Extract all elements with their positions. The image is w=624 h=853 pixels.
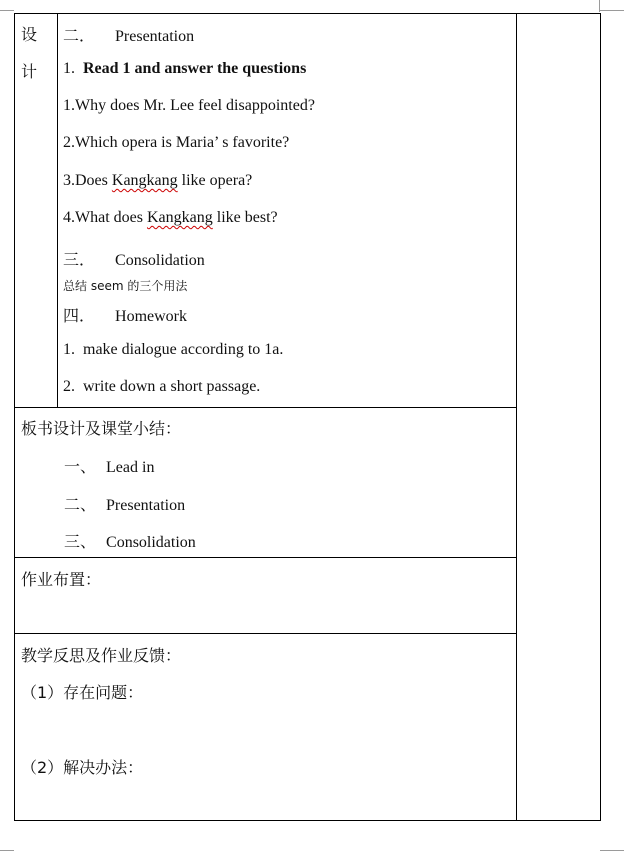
consolidation-heading: [63, 247, 205, 270]
homework-item-2: [63, 378, 260, 396]
notes-column-divider: [516, 13, 517, 821]
section-number: 三．: [63, 250, 96, 269]
table-border-left: [14, 13, 15, 821]
board-item-3: [64, 529, 196, 552]
item-text: write down a short passage.: [83, 378, 261, 395]
item-number: 2.: [63, 378, 75, 395]
item-text: Consolidation: [106, 534, 196, 551]
question-text: 4.What does: [63, 209, 147, 226]
item-text: Presentation: [106, 497, 186, 514]
board-design-title: 板书设计及课堂小结：: [21, 419, 182, 438]
section-number: 二．: [63, 26, 96, 45]
question-text: like opera?: [177, 172, 253, 189]
item-number: 1.: [63, 341, 75, 358]
row-divider: [14, 407, 517, 408]
row-label-char: 设: [21, 25, 38, 44]
question-2: 2.Which opera is Maria’ s favorite?: [63, 134, 290, 151]
row-label-char: 计: [21, 62, 38, 81]
reflection-solutions: （2）解决办法：: [21, 758, 144, 777]
section-title: Consolidation: [115, 252, 205, 269]
homework-item-1: [63, 341, 283, 359]
label-column-divider: [57, 13, 58, 407]
item-number: 三、: [64, 532, 97, 551]
consolidation-note: 总结 seem 的三个用法: [63, 279, 188, 293]
task-title: Read 1 and answer the questions: [83, 60, 307, 77]
section-title: Presentation: [115, 28, 195, 45]
question-3: [63, 172, 252, 190]
item-number: 二、: [64, 495, 97, 514]
item-text: Lead in: [106, 459, 155, 476]
task-number: 1.: [63, 60, 75, 77]
read-task: [63, 60, 306, 78]
spellcheck-word: Kangkang: [146, 209, 213, 226]
row-divider: [14, 557, 517, 558]
homework-heading: [63, 303, 187, 326]
section-number: 四．: [63, 306, 96, 325]
board-item-2: [64, 492, 185, 515]
table-border-top: [14, 13, 601, 14]
item-number: 一、: [64, 457, 97, 476]
table-border-bottom: [14, 820, 601, 821]
section-title: Homework: [115, 308, 187, 325]
reflection-problems: （1）存在问题：: [21, 683, 144, 702]
question-1: 1.Why does Mr. Lee feel disappointed?: [63, 97, 315, 114]
item-text: make dialogue according to 1a.: [83, 341, 284, 358]
crop-mark: [599, 0, 600, 12]
reflection-title: 教学反思及作业反馈：: [21, 646, 182, 665]
row-divider: [14, 633, 517, 634]
crop-mark: [0, 850, 14, 851]
question-text: like best?: [212, 209, 278, 226]
crop-mark: [0, 10, 14, 11]
crop-mark: [600, 10, 624, 11]
question-text: 3.Does: [63, 172, 112, 189]
question-4: [63, 209, 278, 227]
presentation-heading: [63, 23, 194, 46]
crop-mark: [600, 850, 624, 851]
table-border-right: [600, 13, 601, 821]
spellcheck-word: Kangkang: [111, 172, 178, 189]
assignment-title: 作业布置：: [21, 570, 102, 589]
board-item-1: [64, 454, 154, 477]
